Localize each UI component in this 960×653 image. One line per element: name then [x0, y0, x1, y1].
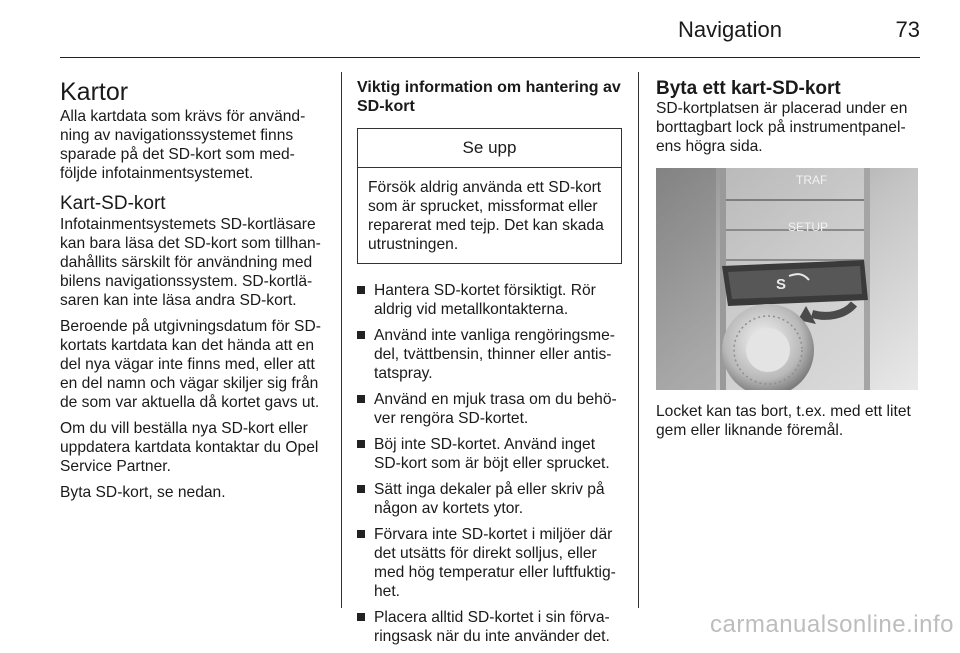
- page-number: 73: [895, 17, 920, 42]
- kart-sd-heading: Kart-SD-kort: [60, 193, 166, 214]
- page-title: Navigation: [678, 17, 782, 42]
- list-item: Hantera SD-kortet försiktigt. Rör aldrig vid metallkontakterna.: [357, 281, 622, 319]
- column-3: [656, 78, 921, 447]
- watermark: carmanualsonline.info: [710, 611, 954, 638]
- kartor-heading: Kartor: [60, 78, 129, 106]
- kartor-text: Alla kartdata som krävs för använd-ning av navigationssystemet finns sparade på det SD-kort som med-följde infotainmentsystemet.: [60, 108, 306, 182]
- list-item: Förvara inte SD-kortet i miljöer där det utsätts för direkt solljus, eller med hög temperatur eller luftfuktig-het.: [357, 525, 622, 601]
- column-divider-1: [341, 72, 342, 608]
- list-item: Böj inte SD-kortet. Använd inget SD-kort som är böjt eller sprucket.: [357, 435, 622, 473]
- paragraph-map-date: Beroende på utgivningsdatum för SD-kortats kartdata kan det hända att en del nya vägar inte finns med, eller att en del namn och vägar skiljer sig från de som var aktuella då kortet gavs ut.: [60, 318, 321, 411]
- list-item: Använd en mjuk trasa om du behö-ver rengöra SD-kortet.: [357, 390, 622, 428]
- replace-card-heading: Byta ett kart-SD-kort: [656, 78, 841, 99]
- column-divider-2: [638, 72, 639, 608]
- handling-list: [357, 281, 622, 646]
- handling-heading: Viktig information om hantering av SD-kort: [357, 79, 621, 115]
- traf-label: TRAF: [796, 173, 828, 187]
- warning-title: Se upp: [358, 129, 621, 168]
- paragraph-order-cards: Om du vill beställa nya SD-kort eller uppdatera kartdata kontaktar du Opel Service Partner.: [60, 420, 319, 475]
- header-divider: [60, 57, 920, 58]
- list-item: Placera alltid SD-kortet i sin förva-ringsask när du inte använder det.: [357, 608, 622, 646]
- sd-slot-photo: [656, 168, 918, 390]
- svg-text:S: S: [776, 276, 787, 293]
- list-item: Sätt inga dekaler på eller skriv på någon av kortets ytor.: [357, 480, 622, 518]
- warning-box: [357, 128, 622, 264]
- paragraph-replace-ref: Byta SD-kort, se nedan.: [60, 484, 226, 501]
- slot-location-text: SD-kortplatsen är placerad under en borttagbart lock på instrumentpanel-ens högra sida.: [656, 100, 908, 155]
- setup-label: SETUP: [788, 220, 829, 234]
- warning-text: Försök aldrig använda ett SD-kort som är sprucket, missformat eller reparerat med tejp. Det kan skada utrustningen.: [368, 179, 604, 253]
- paragraph-card-reader: Infotainmentsystemets SD-kortläsare kan bara läsa det SD-kort som tillhan-dahållits särskilt för användning med bilens navigationssystem. SD-kortlä-saren kan inte läsa andra SD-kort.: [60, 216, 321, 309]
- photo-caption: Locket kan tas bort, t.ex. med ett litet gem eller liknande föremål.: [656, 403, 911, 439]
- column-2: [357, 78, 622, 653]
- list-item: Använd inte vanliga rengöringsme-del, tvättbensin, thinner eller antis-tatspray.: [357, 326, 622, 383]
- column-1: [60, 78, 328, 509]
